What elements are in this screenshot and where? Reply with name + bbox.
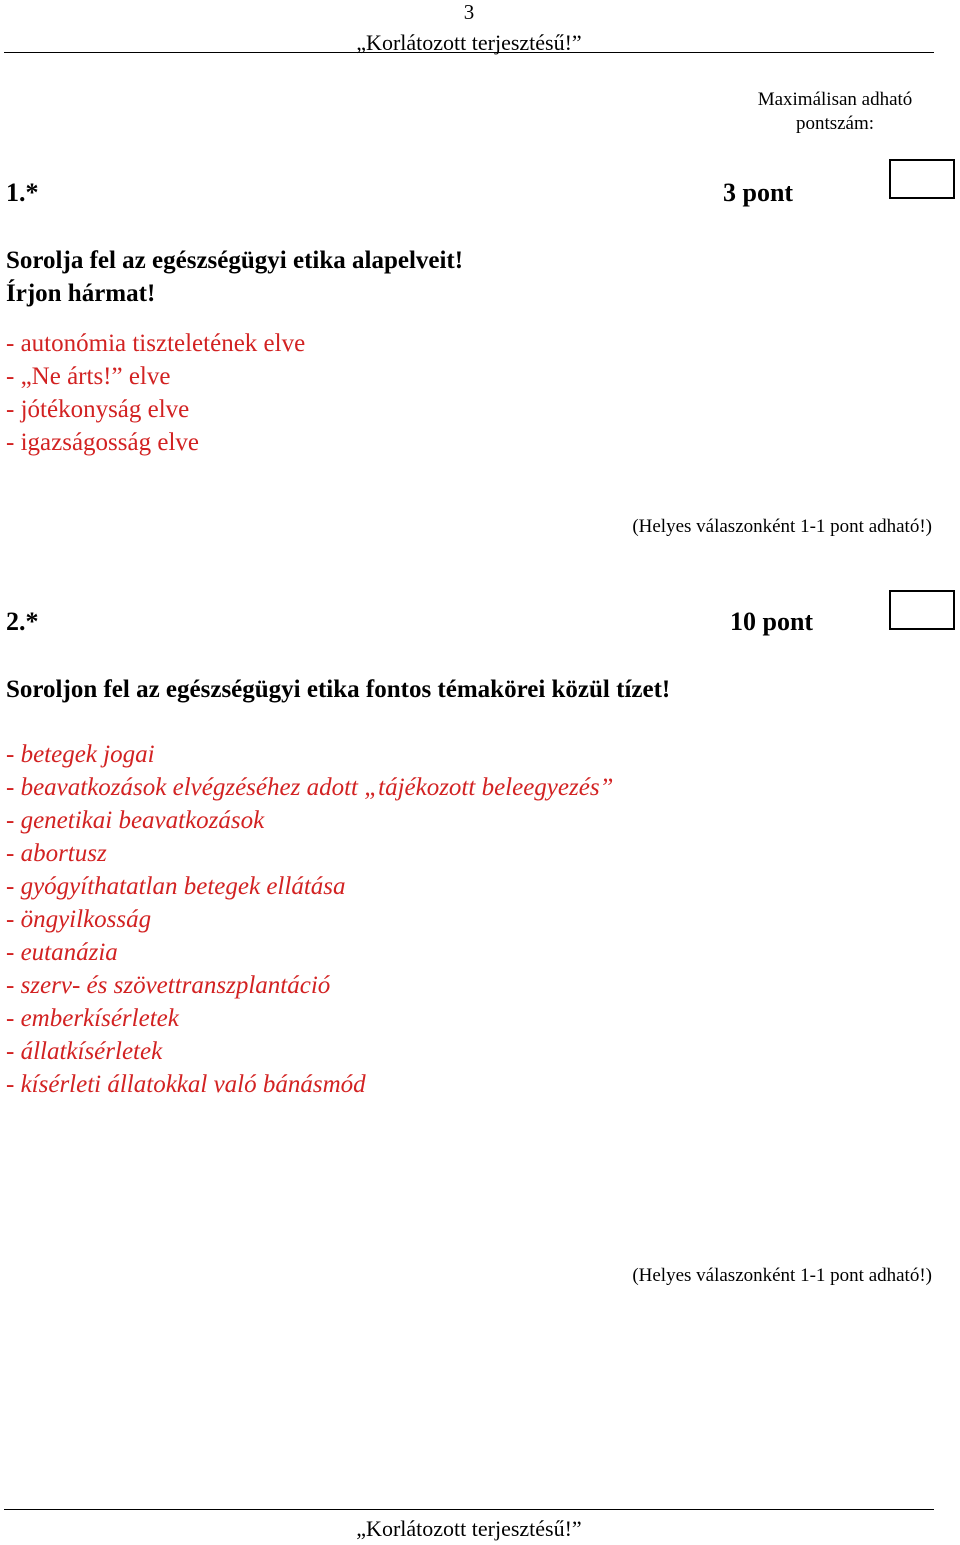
question-1-prompt-line-1: Sorolja fel az egészségügyi etika alapelveit! [6,247,464,274]
question-1-answer-1: - autonómia tiszteletének elve [6,330,306,357]
question-1-prompt-line-2: Írjon hármat! [6,280,156,307]
question-1-scoring-note: (Helyes válaszonként 1-1 pont adható!) [632,516,932,537]
question-2-answer-3: - genetikai beavatkozások [6,807,265,834]
question-2-prompt-line-1: Soroljon fel az egészségügyi etika fontos témakörei közül tízet! [6,676,671,703]
question-1-answer-2: - „Ne árts!” elve [6,363,171,390]
question-2-scoring-note: (Helyes válaszonként 1-1 pont adható!) [632,1265,932,1286]
question-2-answer-7: - eutanázia [6,939,118,966]
question-1-score-box[interactable] [889,159,955,199]
question-2-answer-6: - öngyilkosság [6,906,152,933]
footer-rule [4,1509,934,1510]
question-2-points: 10 pont [730,607,814,636]
max-points-label: Maximálisan adható pontszám: [757,89,913,134]
question-1-points: 3 pont [723,178,794,207]
page-number: 3 [463,0,475,24]
question-2-answer-5: - gyógyíthatatlan betegek ellátása [6,873,346,900]
question-2-score-box[interactable] [889,590,955,630]
question-2-answer-9: - emberkísérletek [6,1005,179,1032]
question-1-number: 1.* [6,178,39,207]
question-2-answer-2: - beavatkozások elvégzéséhez adott „tájékozott beleegyezés” [6,774,614,801]
question-2-answer-4: - abortusz [6,840,107,867]
question-1-answer-4: - igazságosság elve [6,429,199,456]
footer-confidentiality: „Korlátozott terjesztésű!” [356,1516,582,1541]
header-confidentiality: „Korlátozott terjesztésű!” [356,30,582,55]
question-1-answer-3: - jótékonyság elve [6,396,190,423]
question-2-answer-11: - kísérleti állatokkal való bánásmód [6,1071,366,1098]
question-2-answer-1: - betegek jogai [6,741,155,768]
header-rule [4,52,934,53]
question-2-number: 2.* [6,607,39,636]
question-2-answer-8: - szerv- és szövettranszplantáció [6,972,331,999]
question-2-answer-10: - állatkísérletek [6,1038,163,1065]
